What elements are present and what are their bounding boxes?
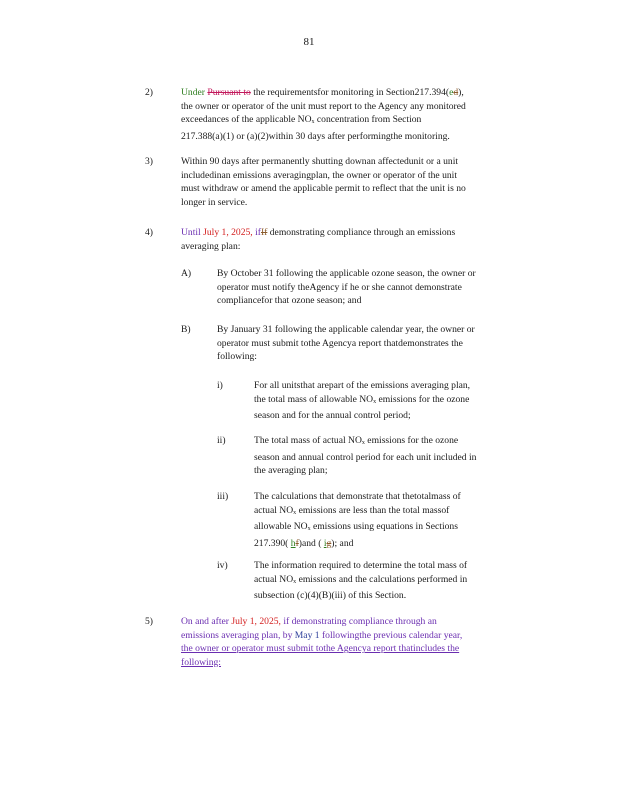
item-4-b-ii-text (254, 434, 544, 478)
item-marker: ii) (217, 435, 226, 446)
item-marker: iii) (217, 491, 229, 502)
item-4-text (181, 226, 551, 253)
text-run: if (252, 227, 261, 238)
item-5-line-1 (181, 615, 551, 629)
text-run: h (290, 537, 296, 549)
text-run: emissions averaging plan, by (181, 629, 295, 641)
text-run: ); and (331, 537, 354, 549)
item-marker: 4) (145, 227, 153, 238)
item-5-line-4: following: (181, 656, 221, 668)
item-ii-line-3: the averaging plan; (254, 465, 328, 477)
text-run: if demonstrating compliance through an (280, 616, 437, 627)
item-iv-line-2: actual $NO_x$ emissions and the calculations performed in (254, 573, 468, 585)
item-4-b-iii-text (254, 490, 544, 550)
item-3-line-2: includedinan emissions averagingplan, the owner or operator of the unit (181, 169, 458, 181)
text-run: g (326, 537, 332, 549)
item-5-text (181, 615, 551, 669)
text-run: f (295, 537, 299, 549)
item-4-line-2: averaging plan: (181, 240, 241, 252)
text-run: the requirementsfor monitoring in Section217.394( (250, 87, 450, 98)
item-5-line-2 (181, 629, 551, 643)
item-4-b-line-2: operator must submit tothe Agencya report thatdemonstrates the (217, 337, 463, 349)
item-marker: 2) (145, 87, 153, 98)
item-i-line-2: the total mass of allowable $NO_x$ emissions for the ozone (254, 393, 470, 405)
text-run: July 1, 2025, (231, 616, 281, 627)
text-run: Under (181, 87, 208, 98)
item-3-text (181, 155, 551, 209)
item-4-b-line-1: By January 31 following the applicable calendar year, the owner or (217, 324, 475, 335)
item-2-text (181, 86, 551, 143)
item-iv-line-1: The information required to determine the total mass of (254, 560, 468, 571)
item-marker: A) (181, 268, 192, 279)
item-4-a-line-2: operator must notify theAgency if he or she cannot demonstrate (217, 281, 462, 293)
item-iii-line-4 (254, 537, 544, 551)
item-i-line-1: For all unitsthat arepart of the emissions averaging plan, (254, 380, 471, 391)
item-2-line-2: the owner or operator of the unit must report to the Agency any monitored (181, 100, 466, 112)
item-4-a-line-1: By October 31 following the applicable ozone season, the owner or (217, 268, 476, 279)
text-run: ), (458, 87, 464, 98)
item-ii-line-1: The total mass of actual $NO_x$ emissions for the ozone (254, 435, 459, 446)
item-4-a-text (217, 267, 547, 308)
text-run: Until (181, 227, 204, 238)
item-2-line-4: 217.388(a)(1) or (a)(2)within 30 days after performingthe monitoring. (181, 130, 450, 142)
text-run: demonstrating compliance through an emissions (267, 227, 456, 238)
text-run: )and ( (298, 537, 324, 549)
item-marker: i) (217, 380, 223, 391)
item-i-line-3: season and for the annual control period; (254, 410, 411, 422)
item-marker: 5) (145, 616, 153, 627)
item-iii-line-1: The calculations that demonstrate that thetotalmass of (254, 491, 461, 502)
text-run: If (260, 227, 268, 238)
text-run: July 1, 2025, (203, 227, 253, 238)
text-run: May 1 (294, 629, 320, 641)
item-iii-line-2: actual $NO_x$ emissions are less than the total massof (254, 504, 450, 516)
item-marker: iv) (217, 560, 228, 571)
item-4-line-1 (181, 226, 551, 240)
item-ii-line-2: season and annual control period for each unit included in (254, 451, 477, 463)
item-iii-line-3: allowable $NO_x$ emissions using equations in Sections (254, 521, 458, 533)
item-3-line-4: longer in service. (181, 196, 248, 208)
item-marker: 3) (145, 156, 153, 167)
item-2-line-3: exceedances of the applicable $NO_x$ concentration from Section (181, 114, 422, 126)
item-5-line-3: the owner or operator must submit tothe Agencya report thatincludes the (181, 643, 460, 655)
item-4-a-line-3: compliancefor that ozone season; and (217, 295, 362, 307)
item-3-line-1: Within 90 days after permanently shutting downan affectedunit or a unit (181, 156, 459, 167)
item-4-b-text (217, 323, 547, 364)
text-run: e (449, 87, 454, 98)
item-2-line-1 (181, 86, 551, 100)
item-4-b-i-text (254, 379, 544, 423)
item-marker: B) (181, 324, 191, 335)
item-iv-line-3: subsection (c)(4)(B)(iii) of this Section. (254, 590, 407, 602)
text-run: 217.390( (254, 537, 291, 549)
item-4-b-iv-text (254, 559, 544, 603)
text-run: d (453, 87, 459, 98)
text-run: On and after (181, 616, 232, 627)
text-run: followingthe previous calendar year, (319, 629, 463, 641)
page-number: 81 (303, 36, 315, 48)
item-4-b-line-3: following: (217, 351, 257, 363)
item-3-line-3: must withdraw or amend the applicable permit to reflect that the unit is no (181, 183, 466, 195)
text-run: Pursuant to (207, 87, 251, 98)
text-run: i (323, 537, 327, 549)
